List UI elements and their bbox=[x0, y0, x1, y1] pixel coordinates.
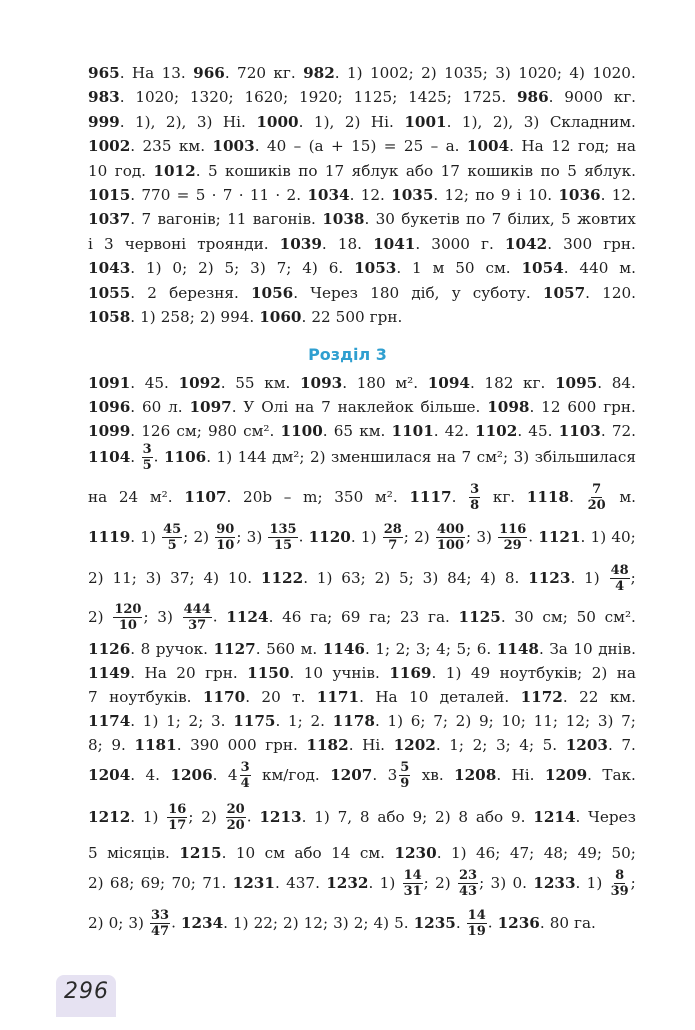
answer-line: 2) 11; 3) 37; 4) 10. 1122. 1) 63; 2) 5; 3) 84; 4) 8. 1123. 1) $\frac{48}{4}$ ; bbox=[88, 562, 636, 594]
answer-line: 5 місяців. 1215. 10 см або 14 см. 1230. 1) 46; 47; 48; 49; 50; bbox=[88, 844, 636, 862]
answer-line: 1043. 1) 0; 2) 5; 3) 7; 4) 6. 1053. 1 м 50 см. 1054. 440 м. bbox=[88, 259, 636, 278]
fraction: $\frac{8}{39}$ bbox=[610, 867, 629, 899]
answer-line: 1002. 235 км. 1003. 40 – (a + 15) = 25 – a. 1004. На 12 год; на bbox=[88, 137, 636, 156]
fraction: $\frac{23}{43}$ bbox=[459, 867, 478, 899]
answer-line: 1174. 1) 1; 2; 3. 1175. 1; 2. 1178. 1) 6; 7; 2) 9; 10; 11; 12; 3) 7; bbox=[88, 712, 636, 730]
answer-line: 2) $\frac{120}{10}$ ; 3) $\frac{444}{37}$ . 1124. 46 га; 69 га; 23 га. 1125. 30 см; 50 см². bbox=[88, 601, 636, 633]
fraction: $\frac{16}{17}$ bbox=[168, 801, 187, 833]
answer-line: і 3 червоні троянди. 1039. 18. 1041. 3000 г. 1042. 300 грн. bbox=[88, 234, 636, 253]
answer-line: 983. 1020; 1320; 1620; 1920; 1125; 1425; 1725. 986. 9000 кг. bbox=[88, 88, 636, 107]
fraction: $\frac{28}{7}$ bbox=[383, 521, 402, 553]
fraction: $\frac{14}{31}$ bbox=[403, 867, 422, 899]
section-title: Розділ 3 bbox=[308, 345, 387, 364]
answer-line: 1091. 45. 1092. 55 км. 1093. 180 м². 1094. 182 кг. 1095. 84. bbox=[88, 374, 636, 392]
answer-line: 1096. 60 л. 1097. У Олі на 7 наклейок більше. 1098. 12 600 грн. bbox=[88, 398, 636, 416]
answer-line: 2) 0; 3) $\frac{33}{47}$ . 1234. 1) 22; 2) 12; 3) 2; 4) 5. 1235. $\frac{14}{19}$ . 1236. 80 га. bbox=[88, 907, 596, 939]
answer-line: 10 год. 1012. 5 кошиків по 17 яблук або 17 кошиків по 5 яблук. bbox=[88, 161, 636, 180]
fraction: $\frac{45}{5}$ bbox=[163, 521, 182, 553]
fraction: $\frac{33}{47}$ bbox=[150, 907, 170, 939]
fraction: $\frac{135}{15}$ bbox=[269, 521, 297, 553]
answer-line: 1212. 1) $\frac{16}{17}$ ; 2) $\frac{20}{20}$ . 1213. 1) 7, 8 або 9; 2) 8 або 9. 1214. Через bbox=[88, 801, 636, 833]
answer-line: 1104. $\frac{3}{5}$ . 1106. 1) 144 дм²; 2) зменшилася на 7 см²; 3) збільшилася bbox=[88, 441, 636, 473]
answer-line: 1204. 4. 1206. 4 $\frac{3}{4}$ км/год. 1207. 3 $\frac{5}{9}$ хв. 1208. Ні. 1209. Так. bbox=[88, 759, 636, 791]
fraction: $\frac{20}{20}$ bbox=[226, 801, 245, 833]
fraction: $\frac{3}{5}$ bbox=[142, 441, 152, 473]
answer-line: 1099. 126 см; 980 см². 1100. 65 км. 1101. 42. 1102. 45. 1103. 72. bbox=[88, 422, 636, 440]
answer-line: 1015. 770 = 5 · 7 · 11 · 2. 1034. 12. 1035. 12; по 9 і 10. 1036. 12. bbox=[88, 186, 636, 204]
mixed-number: 4 $\frac{3}{4}$ bbox=[227, 759, 250, 791]
fraction: $\frac{116}{29}$ bbox=[499, 521, 527, 553]
page-number-tab bbox=[56, 975, 116, 1017]
fraction: $\frac{3}{8}$ bbox=[470, 481, 480, 513]
fraction: $\frac{14}{19}$ bbox=[467, 907, 486, 939]
answer-line: 999. 1), 2), 3) Ні. 1000. 1), 2) Ні. 1001. 1), 2), 3) Складним. bbox=[88, 112, 636, 131]
answer-line: 2) 68; 69; 70; 71. 1231. 437. 1232. 1) $\frac{14}{31}$ ; 2) $\frac{23}{43}$ ; 3) 0. 1233. 1) $\frac{8}{39}$ ; bbox=[88, 867, 636, 899]
answer-line: 8; 9. 1181. 390 000 грн. 1182. Ні. 1202. 1; 2; 3; 4; 5. 1203. 7. bbox=[88, 736, 636, 754]
fraction: $\frac{48}{4}$ bbox=[610, 562, 629, 594]
answer-line: 1058. 1) 258; 2) 994. 1060. 22 500 грн. bbox=[88, 308, 403, 326]
answer-line: 7 ноутбуків. 1170. 20 т. 1171. На 10 деталей. 1172. 22 км. bbox=[88, 688, 636, 706]
answer-line: 1119. 1) $\frac{45}{5}$ ; 2) $\frac{90}{10}$ ; 3) $\frac{135}{15}$ . 1120. 1) $\frac{28}{7}$ ; 2) $\frac{400}{100}$ ; 3) $\frac{116}{29}$ . 1121. 1) 40; bbox=[88, 521, 636, 553]
fraction: $\frac{120}{10}$ bbox=[114, 601, 142, 633]
fraction: $\frac{90}{10}$ bbox=[216, 521, 235, 553]
fraction: $\frac{7}{20}$ bbox=[587, 481, 606, 513]
answer-line: 1037. 7 вагонів; 11 вагонів. 1038. 30 букетів по 7 білих, 5 жовтих bbox=[88, 210, 636, 229]
fraction: $\frac{400}{100}$ bbox=[436, 521, 465, 553]
answer-line: 1055. 2 березня. 1056. Через 180 діб, у суботу. 1057. 120. bbox=[88, 283, 636, 302]
fraction: $\frac{444}{37}$ bbox=[183, 601, 211, 633]
answer-line: 1149. На 20 грн. 1150. 10 учнів. 1169. 1) 49 ноутбуків; 2) на bbox=[88, 664, 636, 682]
answer-line: 965. На 13. 966. 720 кг. 982. 1) 1002; 2) 1035; 3) 1020; 4) 1020. bbox=[88, 64, 636, 82]
mixed-number: 3 $\frac{5}{9}$ bbox=[387, 759, 410, 791]
page-number: 296 bbox=[64, 979, 109, 1004]
answer-line: 1126. 8 ручок. 1127. 560 м. 1146. 1; 2; 3; 4; 5; 6. 1148. За 10 днів. bbox=[88, 640, 636, 658]
answer-line: на 24 м². 1107. 20b – m; 350 м². 1117. $\frac{3}{8}$ кг. 1118. $\frac{7}{20}$ м. bbox=[88, 481, 636, 513]
